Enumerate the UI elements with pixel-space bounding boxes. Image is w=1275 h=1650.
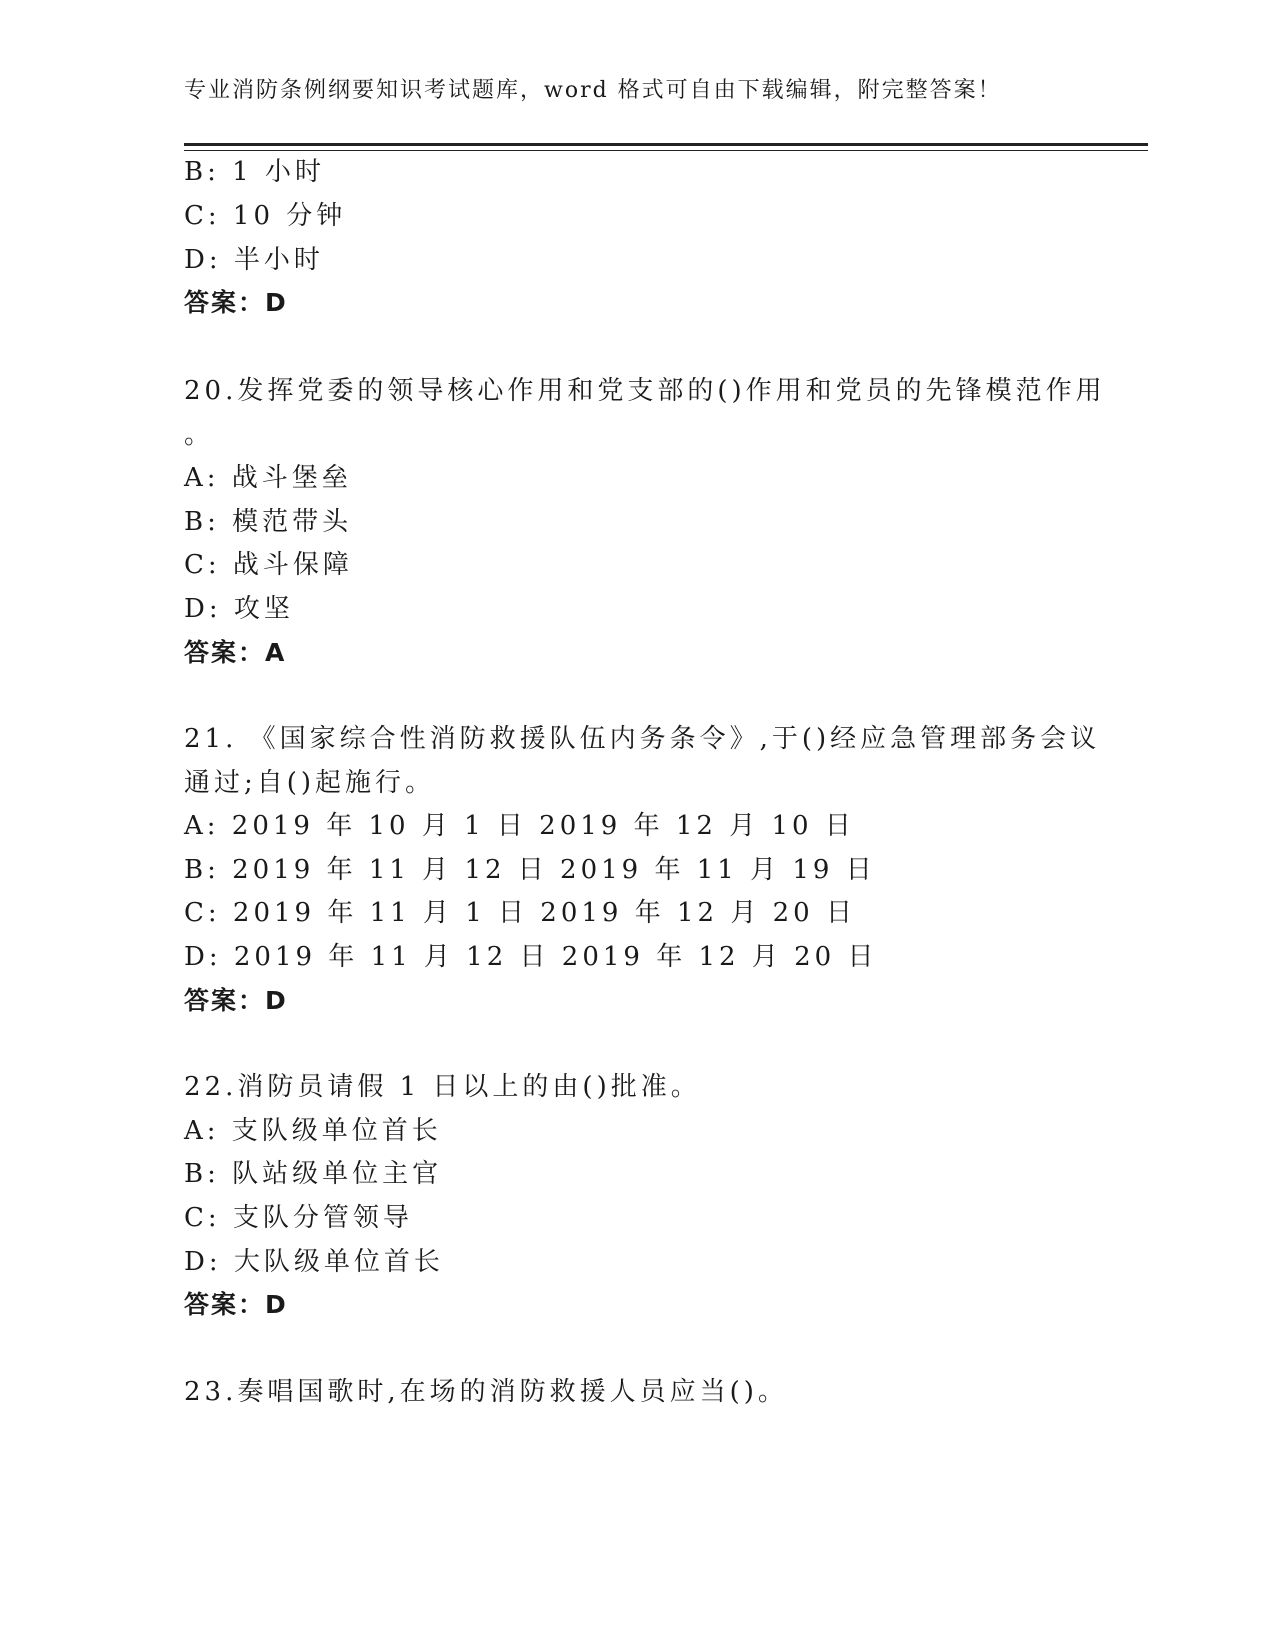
q21-stem-line-1: 21. 《国家综合性消防救援队伍内务条令》,于()经应急管理部务会议 [184, 724, 1101, 754]
answer-value: D [265, 288, 288, 317]
header-divider-thin [184, 150, 1148, 151]
answer-label: 答案： [184, 1290, 266, 1319]
answer-label: 答案： [184, 288, 266, 317]
q22-option-a: A: 支队级单位首长 [184, 1116, 442, 1146]
q21-option-b: B: 2019 年 11 月 12 日 2019 年 11 月 19 日 [184, 855, 876, 885]
q20-option-d: D: 攻坚 [184, 594, 294, 624]
answer-value: A [265, 638, 287, 667]
q20-option-b: B: 模范带头 [184, 507, 353, 537]
q21-answer [184, 986, 288, 1016]
prev-option-c: C: 10 分钟 [184, 201, 347, 231]
q22-stem-line-1: 22.消防员请假 1 日以上的由()批准。 [184, 1072, 701, 1102]
answer-value: D [265, 1290, 288, 1319]
q20-answer [184, 638, 286, 668]
q20-stem-line-1: 20.发挥党委的领导核心作用和党支部的()作用和党员的先锋模范作用 [184, 376, 1106, 406]
q22-option-c: C: 支队分管领导 [184, 1203, 413, 1233]
q20-stem-line-2: 。 [184, 420, 215, 450]
q22-option-b: B: 队站级单位主官 [184, 1159, 443, 1189]
q21-option-d: D: 2019 年 11 月 12 日 2019 年 12 月 20 日 [184, 942, 878, 972]
answer-label: 答案： [184, 638, 266, 667]
q21-option-c: C: 2019 年 11 月 1 日 2019 年 12 月 20 日 [184, 898, 856, 928]
q21-option-a: A: 2019 年 10 月 1 日 2019 年 12 月 10 日 [184, 811, 855, 841]
q20-option-c: C: 战斗保障 [184, 550, 353, 580]
q23-stem-line-1: 23.奏唱国歌时,在场的消防救援人员应当()。 [184, 1377, 788, 1407]
header-divider-thick [184, 143, 1148, 146]
q20-option-a: A: 战斗堡垒 [184, 463, 352, 493]
prev-answer [184, 288, 288, 318]
q22-answer [184, 1290, 288, 1320]
answer-value: D [265, 986, 288, 1015]
q22-option-d: D: 大队级单位首长 [184, 1247, 444, 1277]
prev-option-d: D: 半小时 [184, 245, 324, 275]
answer-label: 答案： [184, 986, 266, 1015]
page-header: 专业消防条例纲要知识考试题库，word 格式可自由下载编辑，附完整答案！ [184, 78, 1002, 103]
prev-option-b: B: 1 小时 [184, 157, 325, 187]
q21-stem-line-2: 通过;自()起施行。 [184, 768, 436, 798]
